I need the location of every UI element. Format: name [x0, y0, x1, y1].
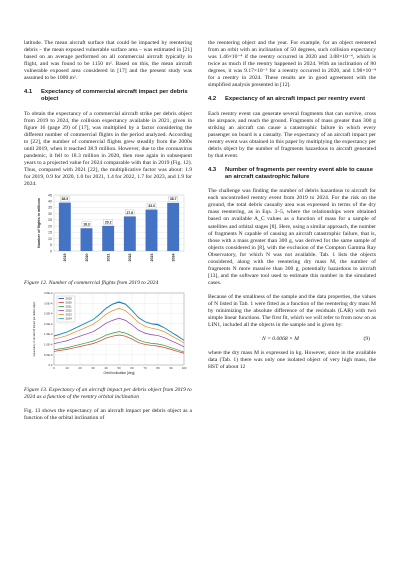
data-label: 38.7: [169, 197, 177, 202]
x-tick-label: 90: [169, 366, 173, 371]
data-label: 20.2: [104, 220, 112, 225]
y-tick-label: 5: [50, 243, 52, 248]
x-tick-label: 2020: [84, 253, 89, 262]
section-4-3-paragraph-1: The challenge was finding the number of debris hazardous to aircraft for each uncontrolled reentry event from 2019 to 2024. For the risk on the ground, the total debris casualty area was expressed in terms of the dry mass reentering, as in Eqs. 3–5, where the relationships were obtained based on available A_C values as a function of mass for a sample of satellites and orbital stages [8]. Here, using a similar approach, the number of fragments N capable of causing an aircraft catastrophic failure, that is, those with a mass greater than 300 g, was derived for the same sample of objects considered in [8], with the exclusion of the Compton Gamma Ray Observatory, for which N was not available. Tab. 1 lists the objects considered, along with the reentering dry mass M, the number of fragments N more massive than 300 g, potentially hazardous to aircraft [13], and the software tool used to estimate this number in the simulated cases.: [208, 188, 376, 286]
x-tick-label: 60: [130, 366, 134, 371]
y-tick-label: 0: [50, 249, 52, 254]
x-tick-label: 80: [156, 366, 160, 371]
y-tick-label: 35: [48, 205, 52, 210]
legend-entry: 2021: [65, 304, 72, 309]
continued-paragraph: the reentering object and the year. For example, for an object reentered from an orbit with an inclination of 50 degrees, such collision expectancy was 1.46×10⁻⁴ if the reentry occurred in 2020 and 3.08×10⁻⁴, which is twice as much if the reentry happened in 2024. With an inclination of 80 degrees, it was 9.17×10⁻⁵ for a reentry occurred in 2020, and 1.98×10⁻⁴ for a reentry in 2024. These results are in good agreement with the simplified analysis presented in [12].: [208, 40, 376, 89]
section-title: Expectancy of an aircraft impact per reentry event: [225, 96, 366, 103]
x-tick-label: 2024: [171, 253, 176, 262]
x-tick-label: 0: [53, 366, 55, 371]
left-column: [24, 40, 192, 423]
plot-area: [54, 195, 184, 251]
section-4-3-paragraph-2: Because of the smallness of the sample and the data properties, the values of N listed in Tab. 1 were fitted as a function of the reentering dry mass M by minimizing the absolute difference of the residuals (LAR) with two simple linear functions. The first fit, which we will refer to from now on as LIN1, included all the objects in the sample and is given by:: [208, 293, 376, 329]
y-tick-label: 25: [48, 218, 52, 223]
bar: [124, 217, 136, 252]
section-4-3-paragraph-3: where the dry mass M is expressed in kg. However, since in the available data (Tab. 1) there was only one isolated object of very high mass, the HST of about 12: [208, 350, 376, 371]
figure-13-line-chart: [24, 289, 192, 381]
y-tick-label: 10: [48, 237, 52, 242]
legend-entry: 2020: [65, 300, 72, 305]
figure-13-discussion: Fig. 13 shows the expectancy of an aircraft impact per debris object as a function of the orbital inclination of: [24, 408, 192, 422]
y-tick-label: 30: [48, 212, 52, 217]
y-axis-label: Number of flights in millions: [37, 198, 41, 249]
legend-entry: 2022: [65, 308, 72, 313]
data-label: 33.3: [148, 204, 155, 209]
figure-13-caption: Figure 13. Expectancy of an aircraft impact per debris object from 2019 to 2024 as a function of the reentry orbital inclination: [24, 387, 192, 401]
section-4-2-paragraph: Each reentry event can generate several fragments that can survive, cross the airspace, and reach the ground. Fragments of mass greater than 300 g striking an aircraft can cause a catastrophic failure in which every passenger on board is a casualty. The expectancy of an aircraft impact per reentry event was obtained in this paper by multiplying the expectancy per debris object by the number of fragments hazardous to aircraft generated by that event.: [208, 110, 376, 159]
y-tick-label: 40: [48, 199, 52, 204]
section-4-1-heading: [24, 89, 192, 103]
x-tick-label: 10: [65, 366, 69, 371]
section-title: Number of fragments per reentry event able to cause an aircraft catastrophic failure: [225, 166, 373, 181]
x-tick-label: 2021: [106, 253, 111, 262]
y-tick-label: 3.5E-4: [43, 291, 53, 296]
y-tick-label: 2.0E-4: [43, 322, 53, 327]
data-label: 18.3: [83, 222, 90, 227]
x-tick-label: 2023: [149, 253, 154, 262]
y-tick-label: 1.0E-4: [43, 342, 53, 347]
x-tick-label: 20: [78, 366, 82, 371]
data-label: 27.8: [126, 211, 134, 216]
y-tick-label: 15: [48, 230, 52, 235]
equation-number: (9): [363, 336, 370, 343]
x-axis-label: Orbit inclination [deg]: [103, 371, 135, 376]
figure-12-bar-chart: [24, 191, 192, 275]
section-4-2-heading: [208, 96, 376, 103]
bar: [102, 226, 114, 251]
legend-entry: 2023: [65, 312, 72, 317]
y-tick-label: 45: [48, 193, 52, 198]
x-tick-label: 100: [181, 366, 187, 371]
section-4-1-paragraph: To obtain the expectancy of a commercial aircraft strike per debris object from 2019 to 2024, the collision expectancy available in 2021, given in figure 16 (page 29) of [17], was multiplied by a factor considering the different number of commercial flights in the period analyzed. According to [22], the number of commercial flights grew steadily from the 2000s until 2019, when it reached 38.9 million. However, due to the coronavirus pandemic, it fell to 18.3 million in 2020, then rose again in subsequent years to a projected value for 2024 comparable with that in 2019 (Fig. 12). Thus, compared with 2021 [22], the multiplicative factor was about: 1.9 for 2019, 0.9 for 2020, 1.0 for 2021, 1.4 for 2022, 1.7 for 2023, and 1.9 for 2024.: [24, 110, 192, 188]
intro-paragraph: latitude. The mean aircraft surface that could be impacted by reentering debris – the mean exposed vulnerable surface area – was estimated in [21] based on an average performed on all commercial aircraft typically in flight, and was found to be 1150 m². Based on this, the mean aircraft vulnerable exposed area considered in [17] and the present study was assumed to be 1000 m².: [24, 40, 192, 82]
bar: [167, 203, 179, 251]
section-number: 4.3: [208, 166, 217, 173]
y-tick-label: 3.0E-4: [43, 301, 53, 306]
bar: [146, 210, 158, 251]
y-tick-label: 20: [48, 224, 52, 229]
right-column: [208, 40, 376, 371]
y-tick-label: 5.0E-5: [43, 353, 53, 358]
section-title: Expectancy of commercial aircraft impact per debris object: [41, 89, 188, 103]
bar: [81, 228, 93, 251]
section-number: 4.1: [24, 89, 33, 96]
x-tick-label: 2022: [128, 253, 133, 262]
x-tick-label: 30: [91, 366, 95, 371]
y-tick-label: 2.5E-4: [43, 311, 53, 316]
bar: [59, 203, 71, 251]
x-tick-label: 70: [143, 366, 147, 371]
y-tick-label: 0.0: [48, 363, 53, 368]
y-axis-label: Expectancy of an aircraft impact per debris object: [33, 301, 36, 357]
x-tick-label: 2019: [63, 253, 68, 262]
legend-entry: 2024: [65, 316, 72, 321]
section-4-3-heading: [208, 167, 376, 181]
legend-entry: 2019: [65, 296, 72, 301]
x-tick-label: 40: [104, 366, 108, 371]
x-tick-label: 50: [117, 366, 121, 371]
data-label: 38.9: [61, 197, 69, 202]
section-number: 4.2: [208, 96, 217, 103]
figure-12-caption: Figure 12. Number of commercial flights from 2019 to 2024: [24, 280, 159, 287]
equation-body: N = 0.0068 × M: [262, 336, 299, 343]
equation-9: [208, 336, 376, 343]
y-tick-label: 1.5E-4: [43, 332, 53, 337]
